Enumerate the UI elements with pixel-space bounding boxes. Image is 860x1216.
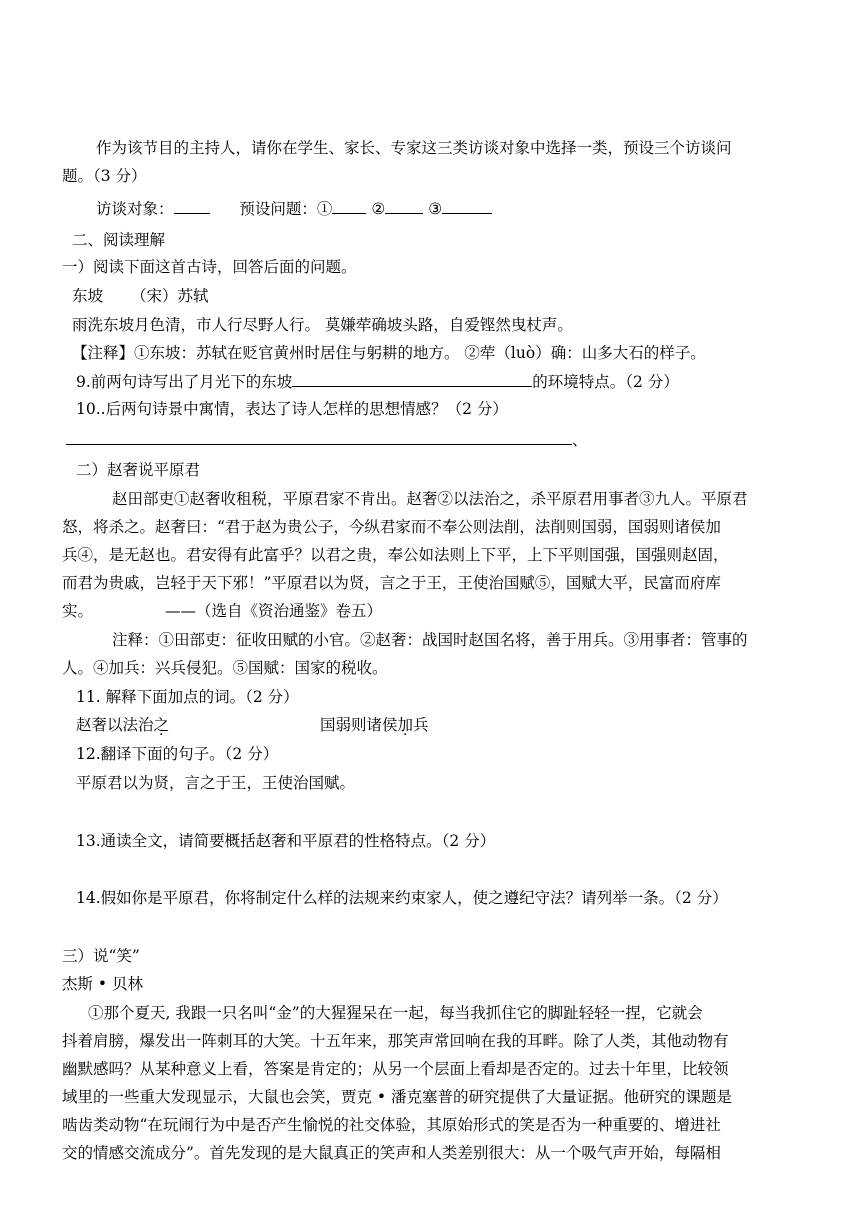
part-1-title: 一）阅读下面这首古诗，回答后面的问题。 <box>62 258 357 276</box>
question-9-text: 9.前两句诗写出了月光下的东坡 <box>76 373 293 391</box>
q1-marker: ① <box>316 200 333 218</box>
question-10: 10..后两句诗景中寓情，表达了诗人怎样的思想情感？（2 分） <box>76 400 508 418</box>
notes-line-1: 注释：①田部吏：征收田赋的小官。②赵奢：战国时赵国名将，善于用兵。③用事者：管事的 <box>112 631 748 649</box>
passage-line-2: 怒，将杀之。赵奢曰：“君于赵为贵公子，今纵君家而不奉公则法削，法削则国弱，国弱则诸侯加 <box>62 518 721 536</box>
article-line-1: ①那个夏天, 我跟一只名叫“金”的大猩猩呆在一起，每当我抓住它的脚趾轻轻一捏，它就会 <box>88 1004 703 1022</box>
question-12: 12.翻译下面的句子。（2 分） <box>76 745 279 763</box>
question-11-item-a <box>76 714 169 736</box>
intro-line-1: 作为该节目的主持人，请你在学生、家长、专家这三类访谈对象中选择一类，预设三个访谈问 <box>96 139 732 157</box>
interview-row <box>96 197 492 220</box>
question-12-sentence: 平原君以为贤，言之于王，王使治国赋。 <box>76 774 356 792</box>
poem-author: （宋）苏轼 <box>131 287 209 305</box>
notes-line-2: 人。④加兵：兴兵侵犯。⑤国赋：国家的税收。 <box>62 659 388 677</box>
item-a-text: 赵奢以法治 <box>76 716 154 734</box>
part-2-title: 二）赵奢说平原君 <box>76 461 201 479</box>
passage-line-4: 而君为贵戚，岂轻于天下邪！”平原君以为贤，言之于王，王使治国赋⑤，国赋大平，民富而府库 <box>62 574 721 592</box>
passage-source: ——（选自《资治通鉴》卷五） <box>165 602 383 620</box>
item-b-text: 国弱则诸侯 <box>320 716 398 734</box>
question-9 <box>76 370 679 393</box>
question-blank-2[interactable] <box>385 197 423 214</box>
passage-line-1: 赵田部吏①赵奢收租税，平原君家不肯出。赵奢②以法治之，杀平原君用事者③九人。平原君 <box>112 490 748 508</box>
poem-note: 【注释】①东坡：苏轼在贬官黄州时居住与躬耕的地方。 ②荦（luò）确：山多大石的样子。 <box>72 344 706 362</box>
questions-label: 预设问题： <box>239 200 317 218</box>
section-2-title: 二、阅读理解 <box>72 231 166 249</box>
question-10-answer-line[interactable] <box>66 428 572 445</box>
dotted-word-jia: 加 <box>397 716 414 734</box>
dotted-word-zhi: 之 <box>153 716 170 734</box>
question-9-blank[interactable] <box>292 370 532 387</box>
q2-marker: ② <box>371 200 386 218</box>
question-11-item-b <box>320 714 429 736</box>
passage-line-5 <box>62 600 382 622</box>
article-author: 杰斯 • 贝林 <box>62 975 143 993</box>
interview-label: 访谈对象： <box>96 200 174 218</box>
intro-line-2: 题。（3 分） <box>62 167 147 185</box>
passage-line-3: 兵④，是无赵也。君安得有此富乎？以君之贵，奉公如法则上下平，上下平则国强，国强则赵固， <box>62 546 729 564</box>
question-blank-1[interactable] <box>332 197 366 214</box>
poem-heading <box>72 285 209 307</box>
poem-title: 东坡 <box>72 287 104 305</box>
question-blank-3[interactable] <box>442 197 492 214</box>
question-9-points: 的环境特点。（2 分） <box>532 373 679 391</box>
article-line-2: 抖着肩膀，爆发出一阵刺耳的大笑。十五年来，那笑声常回响在我的耳畔。除了人类，其他动物有 <box>62 1032 729 1050</box>
item-b-end: 兵 <box>413 716 429 734</box>
part-3-title: 三）说“笑” <box>62 947 140 965</box>
poem-text: 雨洗东坡月色清，市人行尽野人行。 莫嫌荦确坡头路，自爱铿然曳杖声。 <box>72 316 573 334</box>
question-10-mark: 、 <box>572 431 588 449</box>
interview-blank[interactable] <box>174 197 210 214</box>
question-10-answer-row <box>66 428 588 451</box>
passage-end: 实。 <box>62 602 94 620</box>
question-13: 13.通读全文，请简要概括赵奢和平原君的性格特点。（2 分） <box>76 832 496 850</box>
question-11: 11. 解释下面加点的词。（2 分） <box>76 688 299 706</box>
article-line-4: 域里的一些重大发现显示，大鼠也会笑，贾克 • 潘克塞普的研究提供了大量证据。他研究的课题是 <box>62 1088 732 1106</box>
question-14: 14.假如你是平原君，你将制定什么样的法规来约束家人，使之遵纪守法？请列举一条。（2 分） <box>76 889 728 907</box>
article-line-3: 幽默感吗？从某种意义上看，答案是肯定的；从另一个层面上看却是否定的。过去十年里，比较领 <box>62 1060 729 1078</box>
article-line-5: 啮齿类动物“在玩闹行为中是否产生愉悦的社交体验，其原始形式的笑是否为一种重要的、增进社 <box>62 1116 721 1134</box>
q3-marker: ③ <box>428 200 443 218</box>
article-line-6: 交的情感交流成分”。首先发现的是大鼠真正的笑声和人类差别很大：从一个吸气声开始，每隔相 <box>62 1144 721 1162</box>
